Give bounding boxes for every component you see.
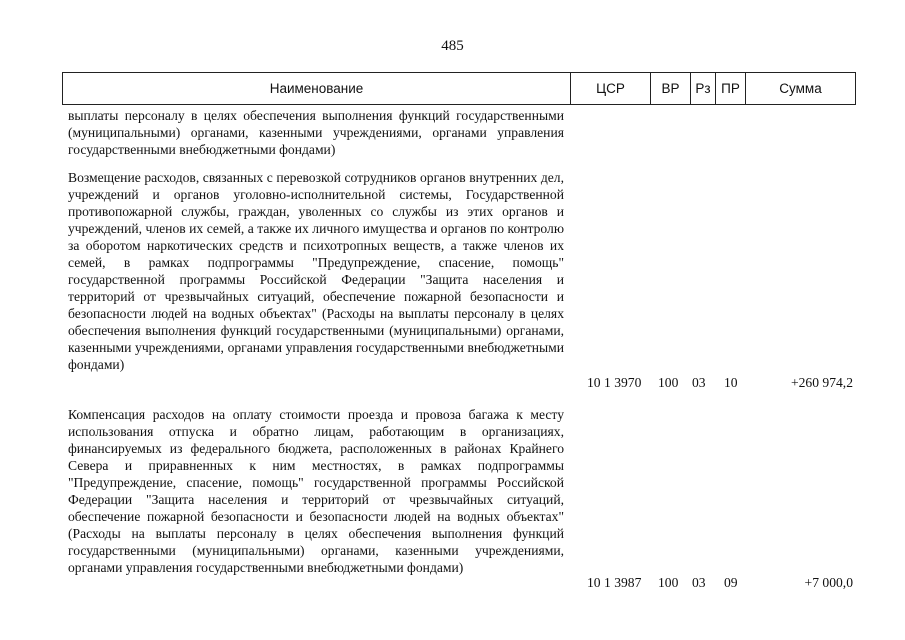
row-2-text: Компенсация расходов на оплату стоимости проезда и провоза багажа к месту использования отпуска и обратно лицам, работающим в организациях, финансируемых из федерального бюджета, расположенных в районах Крайнего Севера и приравненных к ним местностях, в рамках подпрограммы "Предупреждение, спасение, помощь" государственной программы Российской Федерации "Защита населения и территорий от чрезвычайных ситуаций, обеспечение пожарной безопасности и безопасности людей на водных объектах" (Расходы на выплаты персоналу в целях обеспечения выполнения функций государственными (муниципальными) органами, казенными учреждениями, органами управления государственными внебюджетными фондами) — [68, 407, 564, 575]
header-vr: ВР — [650, 73, 690, 104]
page-number: 485 — [441, 38, 464, 54]
row-2-vr: 100 — [658, 575, 679, 590]
continuation-text: выплаты персоналу в целях обеспечения выполнения функций государственными (муниципальными) органами, казенными учреждениями, органами управления государственными внебюджетными фондами) — [68, 108, 564, 157]
row-2-rz: 03 — [692, 575, 706, 590]
row-1-csr: 10 1 3970 — [587, 375, 642, 390]
header-sum: Сумма — [745, 73, 855, 104]
row-1-rz: 03 — [692, 375, 706, 390]
row-1-vr: 100 — [658, 375, 679, 390]
header-rz: Рз — [690, 73, 715, 104]
table-header — [62, 72, 856, 105]
header-pr: ПР — [715, 73, 745, 104]
row-2-csr: 10 1 3987 — [587, 575, 642, 590]
row-2-pr: 09 — [724, 575, 738, 590]
header-name: Наименование — [269, 81, 364, 96]
row-1-sum: +260 974,2 — [790, 375, 853, 390]
row-2-sum: +7 000,0 — [804, 575, 853, 590]
header-csr: ЦСР — [570, 73, 650, 104]
row-1-pr: 10 — [724, 375, 738, 390]
row-1-text: Возмещение расходов, связанных с перевозкой сотрудников органов внутренних дел, учреждений и органов уголовно-исполнительной системы, Государственной противопожарной службы, граждан, уволенных со службы из этих органов и учреждений, членов их семей, а также их личного имущества и органов по контролю за оборотом наркотических средств и психотропных веществ, а также членов их семей, в рамках подпрограммы "Предупреждение, спасение, помощь" государственной программы Российской Федерации "Защита населения и территорий от чрезвычайных ситуаций, обеспечение пожарной безопасности и безопасности людей на водных объектах" (Расходы на выплаты персоналу в целях обеспечения выполнения функций государственными (муниципальными) органами, казенными учреждениями, органами управления государственными внебюджетными фондами) — [68, 170, 564, 372]
